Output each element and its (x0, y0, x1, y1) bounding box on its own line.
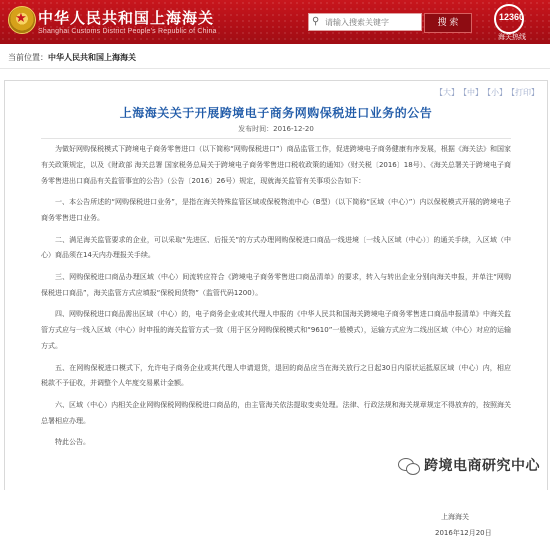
signature-date: 2016年12月20日 (435, 529, 492, 537)
font-large-link[interactable]: 【大】 (435, 88, 459, 97)
paragraph-4: 四、网购保税进口商品需出区域（中心）的，电子商务企业或其代理人申报的《中华人民共和国海关跨境电子商务零售进口商品申报清单》中海关监管方式应与一线入区域（中心）时申报的海关监管方式一致（用于区分网购保税模式和“9610”一般模式），运输方式应为二线出区域（中心）对应的运输方式。 (41, 310, 511, 350)
paragraph-2: 二、满足海关监管要求的企业，可以采取“先进区、后报关”的方式办理网购保税进口商品一线进境〔一线入区域（中心）〕的通关手续，入区域（中心）商品须在14天内办理报关手续。 (41, 235, 511, 260)
wechat-icon (398, 456, 422, 474)
site-name[interactable]: 中华人民共和国上海海关 (38, 9, 215, 27)
hotline-logo[interactable] (488, 4, 544, 42)
paragraph-closing: 特此公告。 (55, 438, 90, 447)
publish-date: 发布时间：2016-12-20 (238, 125, 314, 133)
search-icon: ⚲ (312, 16, 320, 27)
hotline-number: 12360 (499, 12, 525, 22)
article-panel (4, 80, 548, 537)
font-size-controls (431, 87, 539, 98)
emblem-star-icon: ★ (15, 11, 27, 26)
breadcrumb-link-home[interactable]: 中华人民共和国上海海关 (48, 53, 136, 62)
breadcrumb-label: 当前位置： (8, 53, 48, 62)
search-input[interactable] (325, 14, 419, 30)
print-link[interactable]: 【打印】 (511, 88, 539, 97)
breadcrumb-trail (8, 52, 136, 63)
article-body (41, 142, 511, 457)
site-header (0, 0, 550, 44)
font-medium-link[interactable]: 【中】 (463, 88, 483, 97)
hotline-text: 海关热线 (498, 33, 526, 41)
article-title: 上海海关关于开展跨境电子商务网购保税进口业务的公告 (119, 106, 433, 120)
paragraph-3: 三、网购保税进口商品办理区域（中心）间流转应符合《跨境电子商务零售进口商品清单》的要求，转入与转出企业分别向海关申报，并单注“网购保税进口商品”，海关监管方式应填报“保税间货物”（监管代码1200）。 (41, 272, 511, 297)
site-subtitle: Shanghai Customs District People's Republic of China (38, 28, 217, 35)
search-button[interactable]: 搜 索 (424, 13, 472, 33)
paragraph-6: 六、区域（中心）内相关企业网购保税网购保税进口商品的，由主管海关依法提取变卖处理。法律、行政法规和海关规章规定不得放弃的，按照海关总署相应办理。 (41, 400, 511, 425)
paragraph-5: 五、在网购保税进口模式下，允许电子商务企业或其代理人申请退货，退回的商品应当在海关放行之日起30日内原状运抵原区域（中心）内，相应税款不予征收，并调整个人年度交易累计金额。 (41, 363, 511, 388)
watermark-text: 跨境电商研究中心 (424, 458, 540, 474)
title-divider (41, 138, 511, 139)
watermark (398, 455, 548, 483)
paragraph-1: 一、本公告所述的“网购保税进口业务”，是指在海关特殊监管区域或保税物流中心（B型）（以下简称“区域（中心）”）内以保税模式开展的跨境电子商务零售进口业务。 (41, 198, 511, 222)
paragraph-intro: 为做好网购保税模式下跨境电子商务零售进口（以下简称“网购保税进口”）商品监管工作，促进跨境电子商务健康有序发展，根据《海关法》和国家有关政策规定，以及《财政部 海关总署 国家税务总局关于跨境电子商务零售进口税收政策的通知》（财关税〔2016〕18号）、《海关总署关于跨境电子商务零售进出口商品有关监管事宜的公告》（公告〔2016〕26号）规定，现就海关监管有关事项公告如下： (41, 145, 511, 185)
search-box[interactable] (308, 13, 422, 31)
signature-issuer: 上海海关 (441, 513, 469, 521)
font-small-link[interactable]: 【小】 (487, 88, 507, 97)
breadcrumb (0, 46, 550, 69)
